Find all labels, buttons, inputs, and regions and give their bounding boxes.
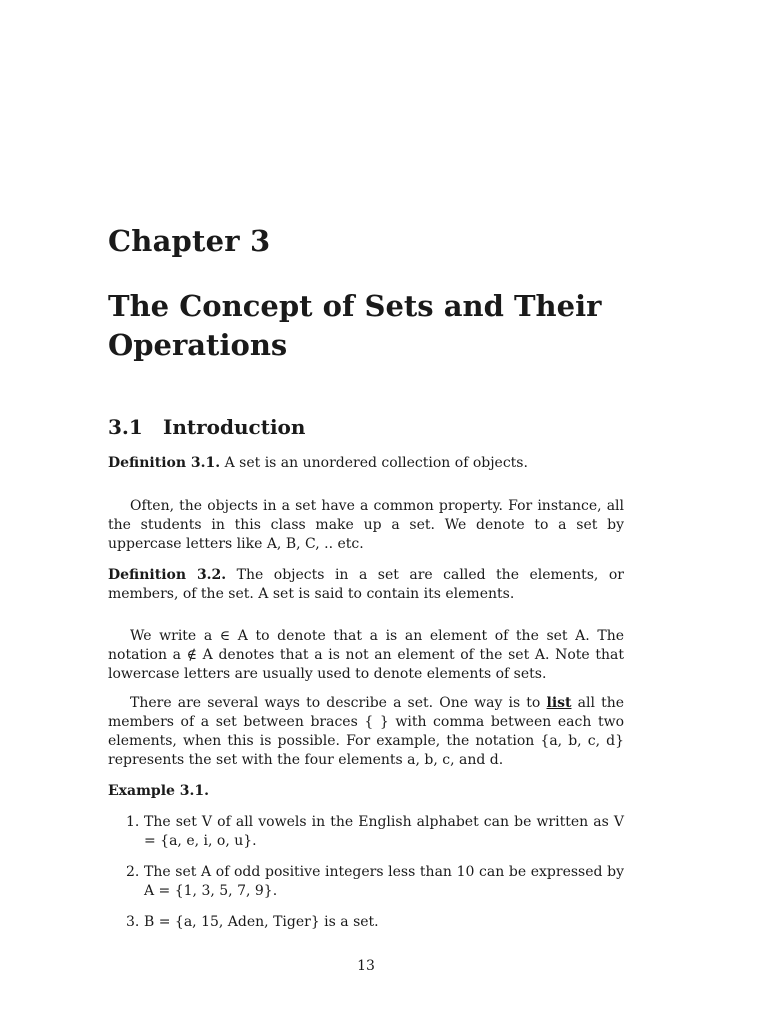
list-marker: 3. [126, 914, 140, 930]
chapter-title: The Concept of Sets and Their Operations [108, 289, 602, 362]
list-marker: 2. [126, 864, 140, 880]
page-number: 13 [357, 958, 375, 974]
list-item [108, 863, 624, 901]
section-heading [108, 415, 305, 439]
paragraph-text-after: all the members of a set between braces { } with comma between each two elements, when this is possible. For example, the notation {a, b, c, d} represents the set with the four elements a, b, c, and d. [108, 695, 624, 768]
definition-label: Definition 3.2. [108, 567, 227, 583]
example-list [108, 813, 624, 944]
list-item-text: B = {a, 15, Aden, Tiger} is a set. [144, 914, 379, 930]
list-emphasis: list [546, 695, 572, 711]
paragraph-text-before: There are several ways to describe a set. One way is to [130, 695, 547, 711]
list-item-text: The set V of all vowels in the English alphabet can be written as V = {a, e, i, o, u}. [144, 814, 624, 849]
list-item-text: The set A of odd positive integers less than 10 can be expressed by A = {1, 3, 5, 7, 9}. [144, 864, 624, 899]
definition-3-1 [108, 454, 624, 473]
list-marker: 1. [126, 814, 140, 830]
chapter-label: Chapter 3 [108, 224, 271, 258]
definition-text: The objects in a set are called the elements, or members, of the set. A set is said to contain its elements. [108, 567, 624, 602]
definition-text: A set is an unordered collection of objects. [220, 455, 528, 471]
section-number: 3.1 [108, 415, 143, 439]
paragraph-sets-property: Often, the objects in a set have a common property. For instance, all the students in this class make up a set. We denote to a set by uppercase letters like A, B, C, .. etc. [108, 498, 624, 552]
definition-label: Definition 3.1. [108, 455, 221, 471]
list-item [108, 913, 624, 932]
list-item [108, 813, 624, 851]
paragraph-list-method [108, 694, 624, 770]
definition-3-2 [108, 566, 624, 604]
example-label: Example 3.1. [108, 783, 210, 799]
paragraph-notation: We write a ∈ A to denote that a is an element of the set A. The notation a ∉ A denotes that a is not an element of the set A. Note that lowercase letters are usually used to denote elements of sets. [108, 628, 624, 682]
section-title: Introduction [163, 415, 306, 439]
